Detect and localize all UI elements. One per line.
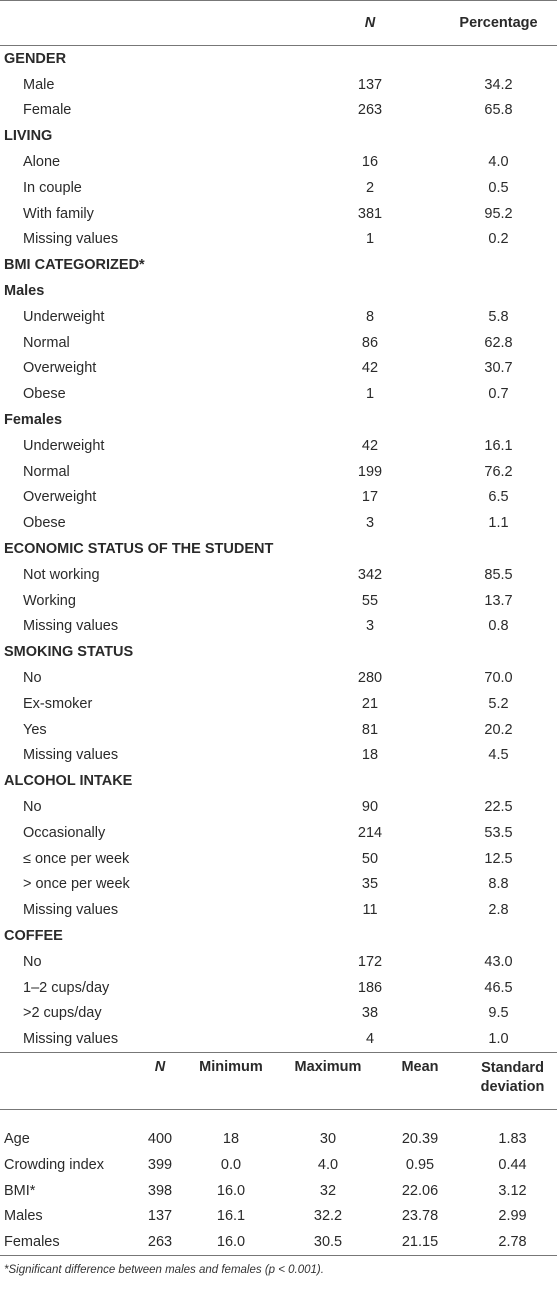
row-n: 381 [357,205,383,222]
row-percentage: 0.5 [488,179,509,196]
row-n: 42 [361,437,379,454]
row-n: 17 [361,489,379,506]
table-row [0,330,557,356]
row-label: Underweight [23,437,105,454]
row-n: 1 [365,386,375,403]
row-percentage: 9.5 [488,1005,509,1022]
row-n: 280 [357,670,383,687]
row-label: Missing values [23,902,119,919]
header2-blank [0,1053,138,1110]
row-label: >2 cups/day [23,1005,102,1022]
table-row [0,1026,557,1052]
row-percentage: 8.8 [488,876,509,893]
header-n: N [364,15,376,31]
row-percentage: 62.8 [484,334,513,351]
section-title: ALCOHOL INTAKE [4,773,133,790]
table-row [0,356,557,382]
row-percentage: 1.1 [488,515,509,532]
row-label: With family [23,205,94,222]
row-label: 1–2 cups/day [23,979,110,996]
section-header-row [0,536,557,562]
section-title: LIVING [4,128,53,145]
row-mean: 20.39 [401,1130,439,1147]
row-n: 50 [361,850,379,867]
table-row [0,1203,557,1229]
row-percentage: 13.7 [484,592,513,609]
row-percentage: 5.2 [488,695,509,712]
table-row [0,1152,557,1178]
row-percentage: 6.5 [488,489,509,506]
row-label: Not working [23,566,100,583]
row-label: Females [4,1234,60,1251]
footnote: *Significant difference between males and females (p < 0.001). [4,1264,324,1277]
header2-maximum: Maximum [294,1059,362,1076]
row-n: 199 [357,463,383,480]
table-row [0,175,557,201]
row-n: 4 [365,1031,375,1048]
header-percentage: Percentage [459,15,538,31]
header2-minimum: Minimum [199,1059,263,1076]
table-row [0,201,557,227]
table-row [0,949,557,975]
row-maximum: 32 [319,1182,337,1199]
row-label: Occasionally [23,824,106,841]
row-minimum: 16.1 [216,1208,246,1225]
row-percentage: 22.5 [484,799,513,815]
table-row [0,149,557,175]
row-percentage: 95.2 [484,205,513,222]
section-title: ECONOMIC STATUS OF THE STUDENT [4,541,274,558]
table-row [0,433,557,459]
table2-header-row [0,1053,557,1110]
row-maximum: 32.2 [313,1208,343,1225]
row-label: Normal [23,463,70,480]
row-percentage: 76.2 [484,463,513,480]
row-n: 186 [357,979,383,996]
row-n: 86 [361,334,379,351]
row-percentage: 0.2 [488,231,509,248]
row-n: 16 [361,154,379,171]
row-n: 81 [361,721,379,738]
row-percentage: 2.8 [488,902,509,919]
table-row [0,381,557,407]
table-row [0,304,557,330]
row-percentage: 53.5 [484,824,513,841]
table-row [0,98,557,124]
row-mean: 21.15 [401,1234,439,1251]
table-row [0,459,557,485]
row-minimum: 16.0 [216,1182,246,1199]
section-title: BMI CATEGORIZED* [4,257,145,274]
continuous-variables-table [0,1053,557,1256]
row-maximum: 4.0 [317,1156,339,1173]
row-n: 263 [357,102,383,119]
row-n: 1 [365,231,375,248]
row-percentage: 30.7 [484,360,513,377]
table-row [0,820,557,846]
section-title: GENDER [4,50,67,67]
row-n: 35 [361,876,379,893]
table-row [0,665,557,691]
row-label: Yes [23,721,47,738]
row-percentage: 5.8 [488,308,509,325]
row-n: 8 [365,308,375,325]
row-percentage: 0.8 [488,618,509,635]
row-label: Age [4,1130,30,1147]
section-header-row [0,278,557,304]
section-title: Males [4,283,45,300]
row-n: 263 [147,1234,173,1251]
row-label: No [23,670,42,687]
row-label: In couple [23,179,82,196]
row-n: 38 [361,1005,379,1022]
row-sd: 3.12 [498,1182,527,1199]
row-percentage: 12.5 [484,850,513,867]
row-percentage: 4.5 [488,747,509,764]
row-n: 214 [357,824,383,841]
row-label: Missing values [23,747,119,764]
section-header-row [0,46,557,72]
row-percentage: 85.5 [484,566,513,583]
row-n: 42 [361,360,379,377]
row-n: 342 [357,566,383,583]
section-title: SMOKING STATUS [4,644,134,661]
row-minimum: 0.0 [220,1156,242,1173]
row-label: > once per week [23,876,130,893]
section-header-row [0,123,557,149]
row-percentage: 20.2 [484,721,513,738]
row-label: Female [23,102,72,119]
row-label: Underweight [23,308,105,325]
table-row [0,588,557,614]
row-mean: 22.06 [401,1182,439,1199]
row-n: 398 [147,1182,173,1199]
row-percentage: 46.5 [484,979,513,996]
row-label: Normal [23,334,70,351]
row-n: 3 [365,618,375,635]
section-header-row [0,768,557,794]
table-row [0,614,557,640]
row-n: 137 [147,1208,173,1225]
row-minimum: 18 [222,1130,240,1147]
row-mean: 0.95 [405,1156,435,1173]
header2-n: N [154,1059,166,1076]
row-percentage: 70.0 [484,670,513,687]
header-blank [0,1,300,46]
row-label: Missing values [23,1031,119,1048]
table-row [0,717,557,743]
table-row [0,794,557,820]
row-label: No [23,799,42,815]
table-row [0,227,557,253]
row-label: Male [23,76,55,93]
row-label: ≤ once per week [23,850,130,867]
row-maximum: 30.5 [313,1234,343,1251]
row-percentage: 4.0 [488,154,509,171]
row-percentage: 43.0 [484,953,513,970]
section-header-row [0,252,557,278]
row-n: 2 [365,179,375,196]
table-row [0,72,557,98]
table-row [0,1229,557,1255]
table-row [0,691,557,717]
row-n: 172 [357,953,383,970]
row-label: Missing values [23,618,119,635]
row-percentage: 65.8 [484,102,513,119]
row-n: 3 [365,515,375,532]
row-n: 21 [361,695,379,712]
row-n: 18 [361,747,379,764]
section-header-row [0,923,557,949]
row-percentage: 16.1 [484,437,513,454]
table-header-row [0,1,557,46]
row-label: Missing values [23,231,119,248]
row-percentage: 34.2 [484,76,513,93]
row-sd: 1.83 [498,1130,527,1147]
row-label: No [23,953,42,970]
table-row [0,1178,557,1204]
row-label: Obese [23,515,66,532]
row-n: 137 [357,76,383,93]
section-header-row [0,639,557,665]
row-percentage: 1.0 [488,1031,509,1048]
table-row [0,897,557,923]
row-label: Crowding index [4,1156,104,1173]
section-title: COFFEE [4,927,63,944]
table-row [0,872,557,898]
table-row [0,1000,557,1026]
row-sd: 2.78 [498,1234,527,1251]
row-n: 11 [362,902,378,919]
row-n: 400 [147,1130,173,1147]
row-label: Ex-smoker [23,695,93,712]
section-header-row [0,407,557,433]
table-row [0,743,557,769]
row-n: 55 [361,592,379,609]
section-title: Females [4,412,63,429]
table-row [0,846,557,872]
table-row [0,485,557,511]
row-minimum: 16.0 [216,1234,246,1251]
row-label: BMI* [4,1182,36,1199]
row-n: 399 [147,1156,173,1173]
row-sd: 2.99 [498,1208,527,1225]
row-label: Males [4,1208,43,1225]
row-maximum: 30 [319,1130,337,1147]
row-n: 90 [361,799,379,815]
row-sd: 0.44 [498,1156,527,1173]
row-label: Working [23,592,76,609]
row-label: Alone [23,154,61,171]
row-percentage: 0.7 [488,386,509,403]
table-row [0,1110,557,1152]
header2-sd-label: Standard deviation [480,1060,545,1096]
row-label: Overweight [23,360,97,377]
header2-mean: Mean [401,1059,439,1076]
row-label: Overweight [23,489,97,506]
header2-sd [464,1053,557,1110]
table-row [0,562,557,588]
row-label: Obese [23,386,66,403]
table-row [0,975,557,1001]
row-mean: 23.78 [401,1208,439,1225]
table-row [0,510,557,536]
